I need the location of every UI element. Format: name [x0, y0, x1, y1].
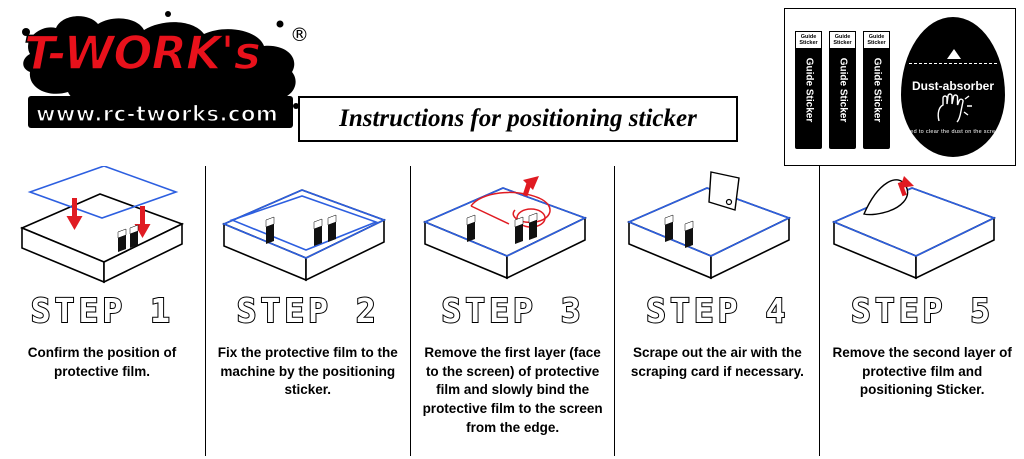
brand-logo — [18, 10, 308, 135]
step-3-illustration — [411, 166, 616, 291]
steps-row — [0, 166, 1024, 456]
step-5-description: Remove the second layer of protective film and positioning Sticker. — [832, 345, 1012, 398]
hand-icon — [931, 93, 975, 125]
step-1-illustration — [0, 166, 205, 291]
dust-absorber-title: Dust-absorber — [911, 79, 994, 93]
page-title: Instructions for positioning sticker — [339, 105, 697, 132]
guide-sticker-1-label: Guide Sticker — [803, 57, 814, 123]
guide-sticker-1-top-label: Guide Sticker — [795, 31, 822, 49]
brand-name: T-WORK's — [24, 26, 261, 80]
step-5-illustration — [820, 166, 1024, 291]
step-3-title: STEP 3 — [441, 291, 585, 330]
dashed-divider — [909, 63, 997, 64]
step-2-title: STEP 2 — [236, 291, 380, 330]
up-arrow-icon — [947, 49, 961, 59]
step-3-description: Remove the first layer (face to the screen) of protective film and slowly bind the protective film to the screen from the edge. — [422, 345, 603, 435]
step-5-title: STEP 5 — [850, 291, 995, 330]
step-5 — [819, 166, 1024, 456]
registered-mark-icon: ® — [290, 24, 309, 46]
guide-sticker-2-label: Guide Sticker — [837, 57, 848, 123]
step-4-illustration — [615, 166, 820, 291]
dust-absorber-sticker — [901, 17, 1005, 157]
step-2-illustration — [206, 166, 411, 291]
step-1 — [0, 166, 205, 456]
step-4-title: STEP 4 — [646, 291, 790, 330]
sticker-sheet — [784, 8, 1016, 166]
guide-sticker-3-label: Guide Sticker — [871, 57, 882, 123]
step-2 — [205, 166, 410, 456]
guide-sticker-1 — [795, 31, 822, 149]
step-4-description: Scrape out the air with the scraping card if necessary. — [630, 345, 804, 379]
page-title-box — [298, 96, 738, 142]
step-2-description: Fix the protective film to the machine by the positioning sticker. — [217, 345, 398, 398]
step-1-title: STEP 1 — [30, 291, 174, 330]
guide-sticker-3 — [863, 31, 890, 149]
step-1-description: Confirm the position of protective film. — [27, 345, 177, 379]
website-url: www.rc-tworks.com — [36, 102, 279, 126]
guide-sticker-2 — [829, 31, 856, 149]
guide-sticker-3-top-label: Guide Sticker — [863, 31, 890, 49]
dust-absorber-subtitle: used to clear the dust on the screen — [903, 129, 1003, 135]
step-3 — [410, 166, 615, 456]
guide-sticker-2-top-label: Guide Sticker — [829, 31, 856, 49]
step-4 — [614, 166, 819, 456]
